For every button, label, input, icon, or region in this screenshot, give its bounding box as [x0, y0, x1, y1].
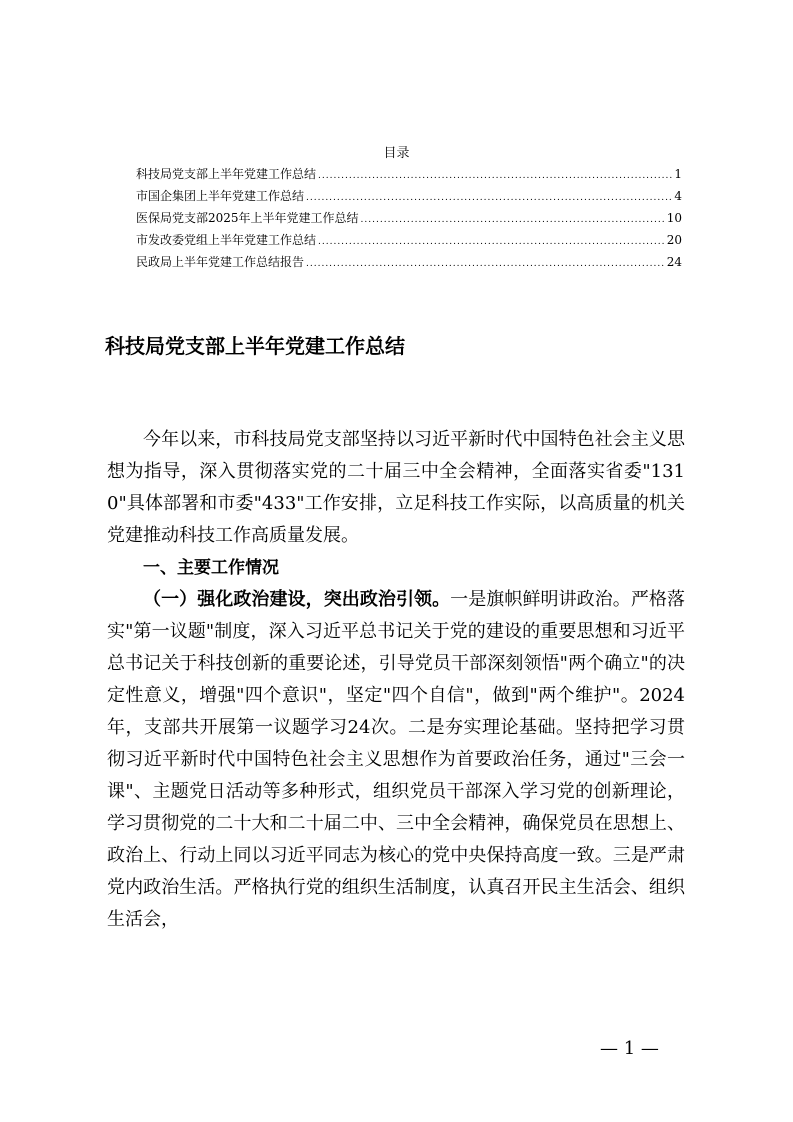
- paragraph-body: 一是旗帜鲜明讲政治。严格落实"第一议题"制度，深入习近平总书记关于党的建设的重要思想和习近平总书记关于科技创新的重要论述，引导党员干部深刻领悟"两个确立"的决定性意义，增强"四个意识"，坚定"四个自信"，做到"两个维护"。2024年，支部共开展第一议题学习24次。二是夯实理论基础。坚持把学习贯彻习近平新时代中国特色社会主义思想作为首要政治任务，通过"三会一课"、主题党日活动等多种形式，组织党员干部深入学习党的创新理论，学习贯彻党的二十大和二十届二中、三中全会精神，确保党员在思想上、政治上、行动上同以习近平同志为核心的党中央保持高度一致。三是严肃党内政治生活。严格执行党的组织生活制度，认真召开民主生活会、组织生活会，: [107, 589, 685, 930]
- table-of-contents: [136, 163, 682, 273]
- toc-entry-page: 24: [666, 255, 682, 269]
- document-body: [107, 424, 685, 936]
- toc-entry-label: 医保局党支部2025年上半年党建工作总结: [136, 211, 359, 225]
- toc-entry[interactable]: [136, 251, 682, 273]
- toc-entry-label: 市国企集团上半年党建工作总结: [136, 189, 305, 203]
- intro-paragraph: 今年以来，市科技局党支部坚持以习近平新时代中国特色社会主义思想为指导，深入贯彻落实党的二十届三中全会精神，全面落实省委"1310"具体部署和市委"433"工作安排，立足科技工作实际，以高质量的机关党建推动科技工作高质量发展。: [107, 429, 685, 546]
- document-title: 科技局党支部上半年党建工作总结: [105, 334, 405, 358]
- section-heading: 一、主要工作情况: [143, 558, 279, 578]
- toc-entry-page: 10: [666, 211, 682, 225]
- toc-entry[interactable]: [136, 185, 682, 207]
- toc-entry-label: 民政局上半年党建工作总结报告: [136, 255, 305, 269]
- toc-leader-dots: [361, 209, 665, 231]
- toc-leader-dots: [306, 187, 672, 209]
- toc-leader-dots: [318, 231, 665, 253]
- toc-entry[interactable]: [136, 163, 682, 185]
- toc-entry-page: 4: [674, 189, 682, 203]
- toc-title: 目录: [383, 146, 410, 161]
- toc-entry-label: 科技局党支部上半年党建工作总结: [136, 167, 317, 181]
- toc-entry[interactable]: [136, 229, 682, 251]
- page-number: — 1 —: [600, 1038, 659, 1059]
- toc-leader-dots: [306, 253, 665, 275]
- toc-leader-dots: [318, 165, 672, 187]
- toc-entry[interactable]: [136, 207, 682, 229]
- toc-entry-page: 20: [666, 233, 682, 247]
- body-paragraph: [107, 584, 685, 936]
- paragraph-lead: （一）强化政治建设，突出政治引领。: [143, 589, 451, 610]
- toc-entry-label: 市发改委党组上半年党建工作总结: [136, 233, 317, 247]
- toc-entry-page: 1: [674, 167, 682, 181]
